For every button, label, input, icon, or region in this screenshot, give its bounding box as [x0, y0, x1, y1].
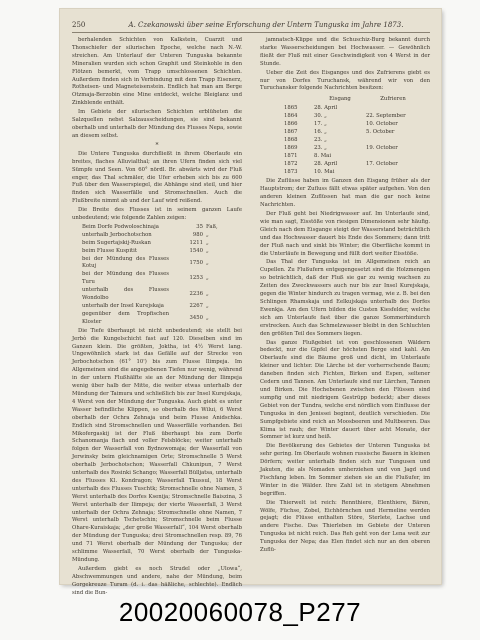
right-column	[260, 37, 430, 572]
left-paragraphs-2	[72, 151, 242, 223]
width-place: beim Sugertajskij-Ruskan	[82, 239, 151, 246]
table-row	[82, 303, 232, 311]
ice-open: 16. „	[314, 128, 327, 135]
ice-open: 30. „	[314, 113, 327, 120]
ice-close	[366, 169, 420, 177]
ice-year: 1866	[284, 121, 298, 128]
left-paragraphs-1	[72, 37, 242, 141]
width-unit: „	[206, 247, 209, 254]
table-row	[82, 287, 232, 303]
table-row	[270, 105, 420, 113]
document-page	[60, 9, 441, 596]
width-value: 980	[192, 231, 203, 238]
ice-close	[366, 105, 420, 113]
ice-close	[366, 153, 420, 161]
table-row	[82, 256, 232, 272]
width-value: 2236	[189, 291, 203, 298]
page-header	[72, 20, 430, 30]
width-unit: „	[206, 239, 209, 246]
width-place: unterhalb des Flusses Wondolbo	[82, 287, 169, 302]
table-row	[82, 240, 232, 248]
width-value: 35	[196, 223, 203, 230]
width-unit: Faß,	[206, 223, 218, 230]
table-row	[270, 129, 420, 137]
width-place: bei der Mündung des Flusses Turu	[82, 271, 169, 286]
ice-year: 1865	[284, 105, 298, 112]
body-paragraph: Die Untere Tunguska durchfließt in ihrem Oberlaufe ein breites, flaches Alluvialthal; an ihren Ufern finden sich viel Sümpfe und Seen. Von 60° nördl. Br. abwärts wird der Fluß enger, das Thal schmäler, die Ufer erheben sich bis zu 600 Fuß über den Wasserspiegel, die Abhänge sind steil, und hier finden sich Wasserfälle und Stromschnellen. Auch die Flußbreite nimmt ab und der Lauf wird reißend.	[72, 150, 242, 205]
table-row	[270, 153, 420, 161]
ice-close: 22. September	[366, 113, 406, 120]
width-unit: „	[206, 231, 209, 238]
ice-year: 1864	[284, 113, 298, 120]
ice-year: 1867	[284, 128, 298, 135]
width-unit: „	[206, 259, 209, 266]
width-place: bei der Mündung des Flusses Kotuj	[82, 255, 169, 270]
ice-year: 1873	[284, 168, 298, 175]
table-row	[270, 145, 420, 153]
width-value: 1750	[189, 259, 203, 266]
body-paragraph: Das ganze Flußgebiet ist von geschlossenen Wäldern bedeckt, nur die Gipfel der höchsten Berge sind kahl. Am Oberlaufe sind die Bäume groß und dicht, im Unterlaufe kleiner und lichter. Die Lärche ist der vorherrschende Baum; daneben finden sich Fichten, Birken und Espen, seltener Cedern und Tannen. Am Unterlaufe sind nur Lärchen, Tannen und Birken. Die Hochebenen zwischen den Flüssen sind sumpfig und mit niedrigem Gestrüpp bedeckt; aber dieses Gebiet von der Tundra, welche erst nördlich vom Einflusse der Tunguska in den Jenissei beginnt, deutlich verschieden. Die Sumpfgebiete sind reich an Moosbeeren und Multbeeren. Das Klima ist rauh; der Winter dauert über acht Monate, der Sommer ist kurz und heiß.	[260, 339, 430, 441]
left-paragraphs-3	[72, 328, 242, 598]
table-row	[82, 232, 232, 240]
width-place: beim Flusse Kuspitit	[82, 247, 137, 254]
ice-open: 8. Mai	[314, 152, 332, 159]
table-row	[82, 311, 232, 327]
page-number: 250	[72, 21, 86, 29]
ice-year: 1869	[284, 144, 298, 151]
ice-close: 5. October	[366, 128, 395, 135]
table-row	[82, 271, 232, 287]
width-place: gegenüber dem Tropfischen Kloster	[82, 310, 169, 325]
width-value: 1253	[189, 275, 203, 282]
body-paragraph: Die Breite des Flusses ist in seinem ganzen Laufe unbedeutend; wie folgende Zahlen zeigen:	[72, 207, 242, 222]
right-paragraphs-2	[260, 178, 430, 555]
river-width-table	[82, 224, 232, 327]
body-paragraph: Die Bevölkerung des Gebietes der Unteren Tunguska ist sehr gering. Im Oberlaufe wohnen russische Bauern in kleinen Dörfern; weiter unterhalb finden sich nur Tungusen und Jakuten, die als Nomaden umherziehen und von Jagd und Fischfang leben. Im Sommer ziehen sie an die Flußufer, im Winter in die Wälder. Ihre Zahl ist in stetigem Abnehmen begriffen.	[260, 443, 430, 497]
body-paragraph: Außerdem giebt es noch Strudel oder „Ulowa“, Abschwemmungen und andere, nahe der Mündung, beim Gorgekreuze Turam (d. i. das häßliche, schlechte). Endlich sind die Bun-	[72, 565, 242, 596]
body-paragraph: Der Fluß geht bei Niedrigwasser auf. Im Unterlaufe sind, wie man sagt, Eisstöße von riesigen Dimensionen sehr häufig. Gleich nach dem Eisgange steigt der Wasserstand beträchtlich und das Hochwasser dauert bis Ende des Sommers; dann tritt der Fluß nach und sinkt bis Winter; die Oberfläche kommt in die Unterläufe in Bewegung und füllt dort weiter Eisstöße.	[260, 211, 430, 257]
table-row	[270, 113, 420, 121]
table-row	[270, 169, 420, 177]
width-value: 3450	[189, 314, 203, 321]
table-row	[270, 121, 420, 129]
ice-open: 23. „	[314, 136, 327, 143]
left-column	[72, 37, 242, 596]
width-unit: „	[206, 275, 209, 282]
body-paragraph: Ueber die Zeit des Eisganges und des Zufrierens giebt es nur von Dorfes Turuchansk, während wir von den Turuchansker folgende Nachrichten besitzen:	[260, 69, 430, 92]
width-unit: „	[206, 291, 209, 298]
table-row	[82, 248, 232, 256]
ice-open: 17. „	[314, 121, 327, 128]
ice-header-eisgang: Eisgang	[329, 96, 351, 103]
width-value: 1540	[189, 247, 203, 254]
width-unit: „	[206, 303, 209, 309]
ice-close: 10. October	[366, 121, 398, 128]
ice-close: 19. October	[366, 144, 398, 151]
table-row	[270, 161, 420, 169]
body-paragraph: jamnatsch-Klippe und die Schuschiz-Burg bekannt durch starke Wasserscheidungen bei Hochwasser. — Gewöhnlich fließt der Fluß mit einer Geschwindigkeit von 4 Werst in der Stunde.	[260, 37, 430, 67]
ice-year: 1868	[284, 136, 298, 143]
ice-close: 17. October	[366, 160, 398, 167]
ice-year: 1872	[284, 160, 298, 167]
ice-dates-table	[270, 95, 420, 176]
body-paragraph: Die Tiefe überhaupt ist nicht unbedeutend; sie stellt bei Jerbò die Kungelschicht fast auf 120. Dieselben sind im Ganzen klein. Die größten, Joktha, ist 4½ Werst lang. Ungewöhnlich stark ist das Gefälle auf der Strecke von Jerbochotschon (61° 10') bis zum Flusse Ilimpeja. Im Allgemeinen sind die angegebenen Tiefen nur wenig, während in der untern Flußhälfte sie an der Mündung der Ilimpeja wenig über halb der Mitte, die weiter etwas unterhalb der Mündung der Taimura und schließlich bis zur Insel Kurejskaja, 4 Werst von der Mündung der Tunguska. Auch giebt es unter Wasser befindliche Klippen, so oberhalb des Wilui, 6 Werst oberhalb der Ochra Zehnaja und beim Flusse Anidschka. Endlich sind Stromschnellen und Wasserfälle vorhanden. Bei Mikofergaskij ist der Fluß überhaupt bis zum Dorfe Schanomanja flach und voller Felsblöcke; weiter unterhalb folgen der Wasserfall von Bydnowomaja; der Wasserfall von Jerwinsky beim gleichnamigen Orte; Stromschnelle 5 Werst oberhalb Jerbochotschon; Wasserfall Chkunipun, 7 Werst unterhalb des Rosinki Schango; Wasserfall Bülljatsa, unterhalb des Flusses Kl. Kondragon; Wasserfall Tkussul, 18 Werst unterhalb des Flusses Tuschtk; Stromschnelle ohne Namen, 3 Werst unterhalb des Dorfes Ksenija; Stromschnelle Baiszina, 3 Werst unterhalb der Ilimpeja; der vierte Wasserfall, 3 Werst unterhalb der Ochra Zehnaja; Stromschnelle ohne Namen, 7 Werst unterhalb Tschetschin; Stromschnelle beim Flusse Ohare-Kuraiskaja; „der große Wasserfall“, 104 Werst oberhalb der Mündung der Tunguska; drei Stromschnellen resp. 89, 76 und 71 Werst oberhalb der Mündung der Tunguska; der schlimme Wasserfall, 70 Werst oberhalb der Tunguska-Mündung.	[72, 327, 242, 563]
ice-open: 10. Mai	[314, 168, 335, 175]
table-row	[82, 224, 232, 232]
ice-year: 1871	[284, 152, 298, 159]
right-paragraphs-1	[260, 37, 430, 93]
width-place: Beim Dorfe Podwoloschinaja	[82, 223, 159, 230]
body-paragraph: Die Thierwelt ist reich: Rennthiere, Elenthiere, Bären, Wölfe, Füchse, Zobel, Eichhörnchen und Hermeline werden gejagt; die Flüsse enthalten Störe, Sterlete, Lachse und andere Fische. Das Thierleben im Gebiete der Unteren Tunguska ist nicht reich. Das Reh geht von der Lena weit zur Tunguska der Nepa; das Elen findet sich nur an den oberen Zuflü-	[260, 499, 430, 554]
ice-open: 28. April	[314, 160, 338, 167]
width-place: unterhalb Jerbochotschon	[82, 231, 152, 238]
body-paragraph: Das Thal der Tunguska ist im Allgemeinen reich an Cupellen. Zu Flußufern entgegengesetzt sind die Holzmengen so beträchtlich, daß der Fluß sie gar zu wenig wachsen zu Zeiten des Zweckwassers auch nur bis zur Insel Kurejskaja, gegen die Winter hindurch zu tragen vermag, wie z. B. bei den Schlingen Rhamskaja und Eelkujskaja unterhalb des Dorfes Ewenkja. Am den Ufern bilden die Custen Kiesfelder, welche sich am Unterlaufe fast über die ganze Sommerhindurch erstrecken. Auch das Schmelzwasser bleibt in den Schluchten den größten Teil des Sommers liegen.	[260, 259, 430, 337]
width-value: 1211	[189, 239, 203, 246]
ice-open: 28. April	[314, 105, 338, 112]
body-paragraph: berhalenden Schichten von Kalkstein, Cuarzit und Thonschiefer der silurischen Epoche, welche nach N.-W. streichen. Am Unterlauf der Unteren Tunguska bekannte Mineralien wurden sich schon Graphit und Steinkohle in den Flötzen bemerkt, vom Trapp umschlossenen Schichten. Außerdem finden sich in Verbindung mit dem Trapp Eisenerz, Rotheisen- und Magneteisenstein. Endlich hat man am Berge Otzmaja-Berzobin eine Mine entdeckt, welche Bleiglanz und Zinkblende enthält.	[72, 37, 242, 107]
section-divider: *	[155, 141, 159, 149]
image-identifier-caption: 20020060078_P277	[118, 597, 362, 627]
ice-open: 23. „	[314, 144, 327, 151]
running-title: A. Czekanowski über seine Erforschung der Untern Tunguska im Jahre 1873.	[128, 21, 404, 29]
ice-close	[366, 137, 420, 145]
width-place: unterhalb der Insel Kurejskaja	[82, 303, 164, 309]
width-value: 2267	[189, 303, 203, 309]
table-row	[270, 137, 420, 145]
body-paragraph: Im Gebiete der silurischen Schichten erblüheten die Salzquellen nebst Salzausscheidungen, sie sind bekannt oberhalb und unterhalb der Mündung des Flusses Nepa, sowie an diesem selbst.	[72, 109, 242, 139]
width-unit: „	[206, 314, 209, 321]
ice-header-zufrieren: Zufrieren	[380, 96, 406, 103]
header-rule	[72, 32, 430, 33]
body-paragraph: Die Zuflüsse haben im Ganzen den Eisgang früher als der Hauptstrom; der Zufluss fällt etwas später aufgehen. Von den anderen kleinen Zuflüssen hat man die gar noch keine Nachrichten.	[260, 178, 430, 209]
